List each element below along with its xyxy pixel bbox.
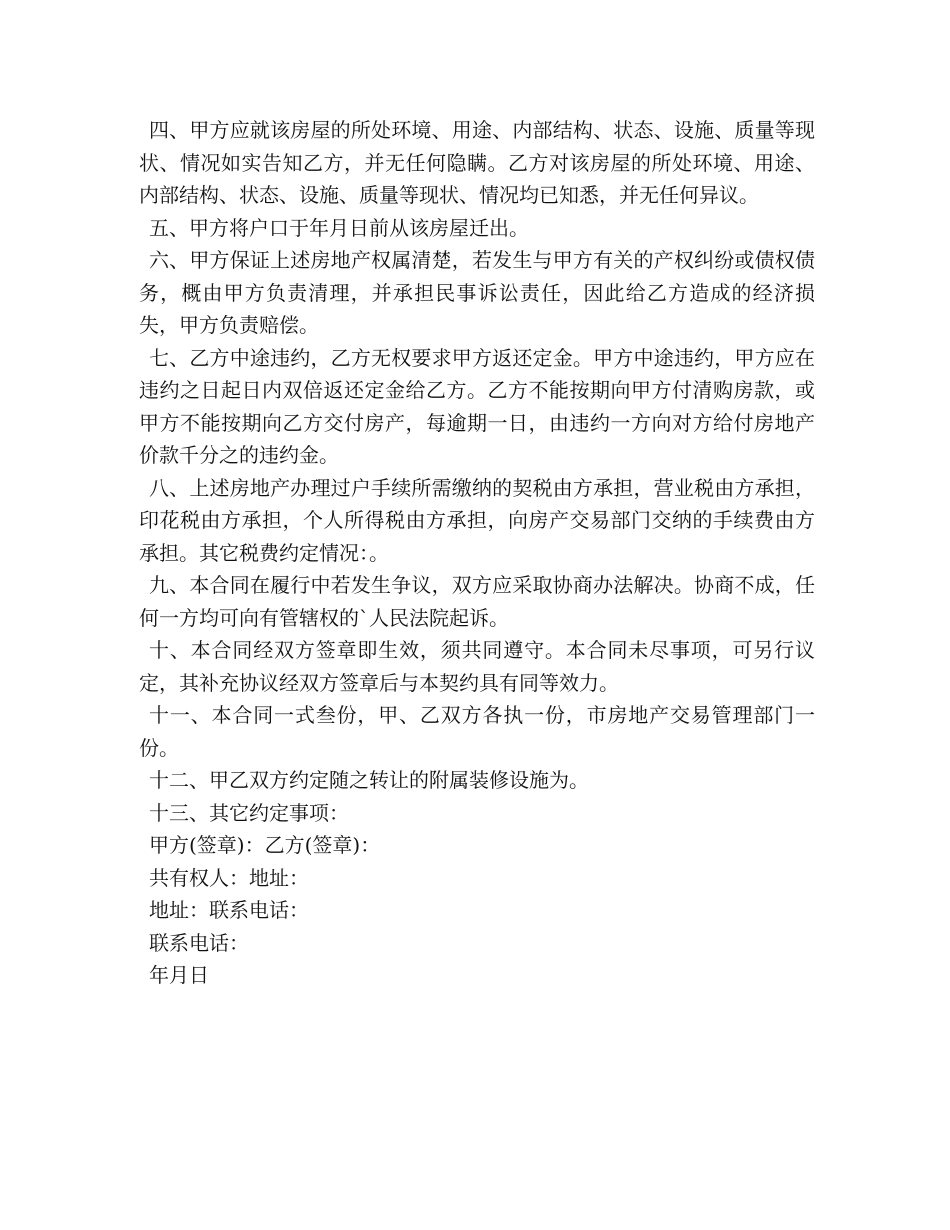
- contract-body: [139, 114, 815, 992]
- clause-10: 十、本合同经双方签章即生效，须共同遵守。本合同未尽事项，可另行议定，其补充协议经双方签章后与本契约具有同等效力。: [139, 638, 815, 695]
- signature-line-phone: 联系电话：: [149, 930, 249, 955]
- clause-7: 七、乙方中途违约，乙方无权要求甲方返还定金。甲方中途违约，甲方应在违约之日起日内双倍返还定金给乙方。乙方不能按期向甲方付清购房款，或甲方不能按期向乙方交付房产，每逾期一日，由违约一方向对方给付房地产价款千分之的违约金。: [139, 345, 815, 467]
- clause-5: 五、甲方将户口于年月日前从该房屋迁出。: [149, 215, 529, 240]
- signature-line-address-phone: 地址：联系电话：: [149, 898, 309, 922]
- clause-11: 十一、本合同一式叁份，甲、乙双方各执一份，市房地产交易管理部门一份。: [139, 703, 815, 760]
- clause-13: 十三、其它约定事项：: [149, 800, 349, 825]
- signature-line-parties: 甲方(签章)：乙方(签章)：: [149, 833, 381, 857]
- clause-4: 四、甲方应就该房屋的所处环境、用途、内部结构、状态、设施、质量等现状、情况如实告知乙方，并无任何隐瞒。乙方对该房屋的所处环境、用途、内部结构、状态、设施、质量等现状、情况均已知悉，并无任何异议。: [139, 118, 815, 207]
- clause-9: 九、本合同在履行中若发生争议，双方应采取协商办法解决。协商不成，任何一方均可向有管辖权的`人民法院起诉。: [139, 573, 815, 630]
- clause-6: 六、甲方保证上述房地产权属清楚，若发生与甲方有关的产权纠纷或债权债务，概由甲方负责清理，并承担民事诉讼责任，因此给乙方造成的经济损失，甲方负责赔偿。: [139, 248, 815, 337]
- clause-8: 八、上述房地产办理过户手续所需缴纳的契税由方承担，营业税由方承担，印花税由方承担，个人所得税由方承担，向房产交易部门交纳的手续费由方承担。其它税费约定情况：。: [139, 475, 815, 565]
- clause-12: 十二、甲乙双方约定随之转让的附属装修设施为。: [149, 768, 589, 792]
- signature-line-date: 年月日: [149, 963, 209, 987]
- signature-line-coowner-address: 共有权人：地址：: [149, 865, 309, 890]
